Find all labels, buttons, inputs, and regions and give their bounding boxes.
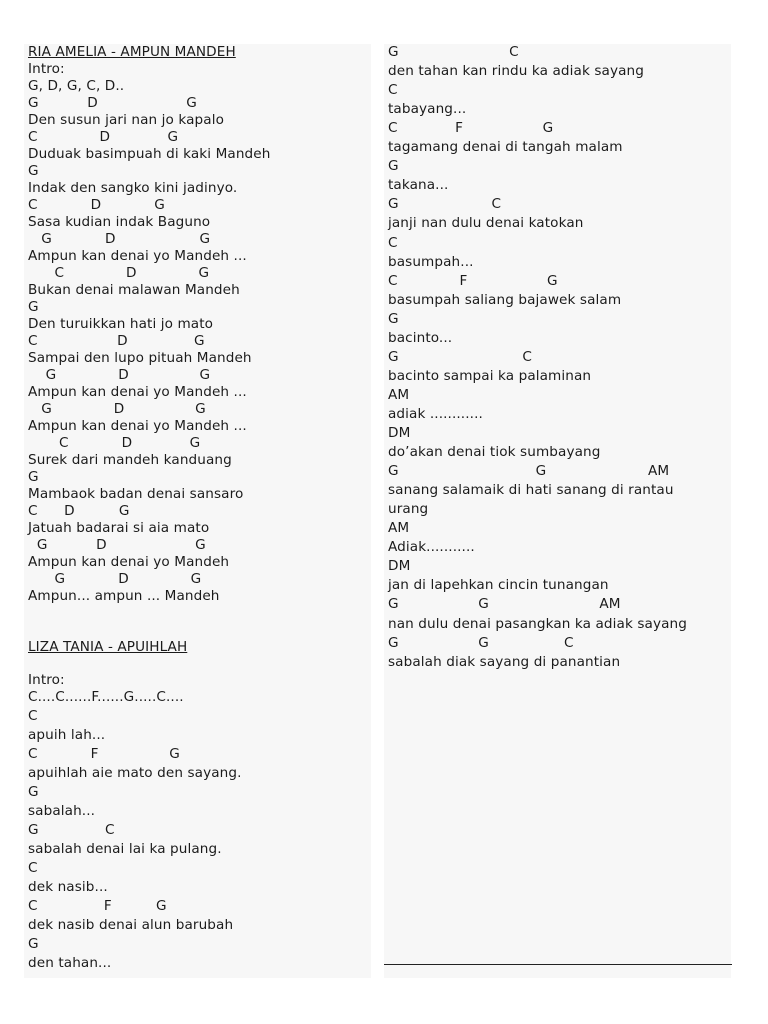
lyric-line: Den turuikkan hati jo mato	[28, 316, 214, 332]
footnote-rule	[384, 964, 732, 965]
lyric-line: takana...	[388, 177, 449, 193]
chord-line: G D G	[28, 231, 211, 247]
lyric-line: adiak ............	[388, 406, 483, 422]
lyric-line: jan di lapehkan cincin tunangan	[388, 577, 609, 593]
lyric-line: Indak den sangko kini jadinyo.	[28, 180, 238, 196]
lyric-line: den tahan kan rindu ka adiak sayang	[388, 63, 644, 79]
chord-line: G	[28, 469, 39, 485]
chord-line: G C	[388, 349, 533, 365]
chord-line: C F G	[28, 898, 167, 914]
chord-line: C F G	[388, 120, 554, 136]
lyric-line: Ampun kan denai yo Mandeh ...	[28, 384, 247, 400]
chord-line: C F G	[388, 273, 558, 289]
lyric-line: basumpah...	[388, 254, 474, 270]
right-column	[384, 44, 731, 978]
lyric-line: Jatuah badarai si aia mato	[28, 520, 210, 536]
chord-line: DM	[388, 558, 411, 574]
chord-line: AM	[388, 520, 410, 536]
lyric-line: janji nan dulu denai katokan	[388, 215, 584, 231]
lyric-line: do’akan denai tiok sumbayang	[388, 444, 601, 460]
lyric-line: Ampun kan denai yo Mandeh ...	[28, 418, 247, 434]
chord-line: C	[28, 860, 38, 876]
intro-chords: G, D, G, C, D..	[28, 78, 125, 94]
chord-line: G C	[28, 822, 115, 838]
lyric-line: Sasa kudian indak Baguno	[28, 214, 211, 230]
lyric-line: sanang salamaik di hati sanang di rantau	[388, 482, 674, 498]
song-title: RIA AMELIA - AMPUN MANDEH	[28, 44, 236, 60]
chord-line: G G C	[388, 635, 574, 651]
lyric-line: Den susun jari nan jo kapalo	[28, 112, 225, 128]
lyric-line: dek nasib...	[28, 879, 108, 895]
chord-line: G D G	[28, 95, 197, 111]
lyric-line: Adiak...........	[388, 539, 475, 555]
lyric-line: Ampun kan denai yo Mandeh	[28, 554, 230, 570]
lyric-line: nan dulu denai pasangkan ka adiak sayang	[388, 616, 687, 632]
chord-line: C	[388, 82, 398, 98]
lyric-line: den tahan...	[28, 955, 112, 971]
chord-line: G C	[388, 196, 502, 212]
lyric-line: urang	[388, 501, 429, 517]
intro-label: Intro:	[28, 672, 65, 688]
lyric-line: sabalah diak sayang di panantian	[388, 654, 621, 670]
chord-line: C D G	[28, 265, 210, 281]
chord-line: C D G	[28, 197, 165, 213]
lyric-line: Surek dari mandeh kanduang	[28, 452, 232, 468]
lyric-line: dek nasib denai alun barubah	[28, 917, 234, 933]
lyric-line: bacinto sampai ka palaminan	[388, 368, 592, 384]
lyric-line: sabalah denai lai ka pulang.	[28, 841, 222, 857]
chord-line: C	[388, 235, 398, 251]
chord-line: G D G	[28, 401, 206, 417]
chord-line: G C	[388, 44, 519, 60]
chord-line: G G AM	[388, 596, 621, 612]
chord-line: C	[28, 708, 38, 724]
chord-line: C D G	[28, 503, 130, 519]
chord-line: G	[28, 299, 39, 315]
chord-line: G D G	[28, 367, 211, 383]
lyric-line: Bukan denai malawan Mandeh	[28, 282, 240, 298]
lyric-line: Mambaok badan denai sansaro	[28, 486, 244, 502]
chord-line: G	[388, 311, 399, 327]
left-column	[24, 44, 371, 978]
lyric-line: apuih lah...	[28, 727, 106, 743]
lyric-line: sabalah...	[28, 803, 96, 819]
chord-line: AM	[388, 387, 410, 403]
lyric-line: tabayang...	[388, 101, 467, 117]
lyric-line: basumpah saliang bajawek salam	[388, 292, 622, 308]
chord-line: G D G	[28, 571, 202, 587]
lyric-line: bacinto...	[388, 330, 453, 346]
chord-line: G	[28, 163, 39, 179]
chord-line: DM	[388, 425, 411, 441]
lyric-line: Ampun kan denai yo Mandeh ...	[28, 248, 247, 264]
chord-line: C D G	[28, 129, 179, 145]
lyric-line: Ampun... ampun ... Mandeh	[28, 588, 220, 604]
chord-line: G	[28, 784, 39, 800]
chord-line: C F G	[28, 746, 180, 762]
song-title: LIZA TANIA - APUIHLAH	[28, 639, 188, 655]
intro-label: Intro:	[28, 61, 65, 77]
chord-line: G	[28, 936, 39, 952]
lyric-line: tagamang denai di tangah malam	[388, 139, 623, 155]
chord-line: C D G	[28, 333, 205, 349]
chord-line: G	[388, 158, 399, 174]
lyric-line: apuihlah aie mato den sayang.	[28, 765, 242, 781]
lyric-line: Sampai den lupo pituah Mandeh	[28, 350, 252, 366]
intro-chords: C....C......F......G.....C....	[28, 689, 184, 705]
chord-line: G D G	[28, 537, 206, 553]
chord-line: G G AM	[388, 463, 670, 479]
lyric-line: Duduak basimpuah di kaki Mandeh	[28, 146, 271, 162]
chord-line: C D G	[28, 435, 201, 451]
